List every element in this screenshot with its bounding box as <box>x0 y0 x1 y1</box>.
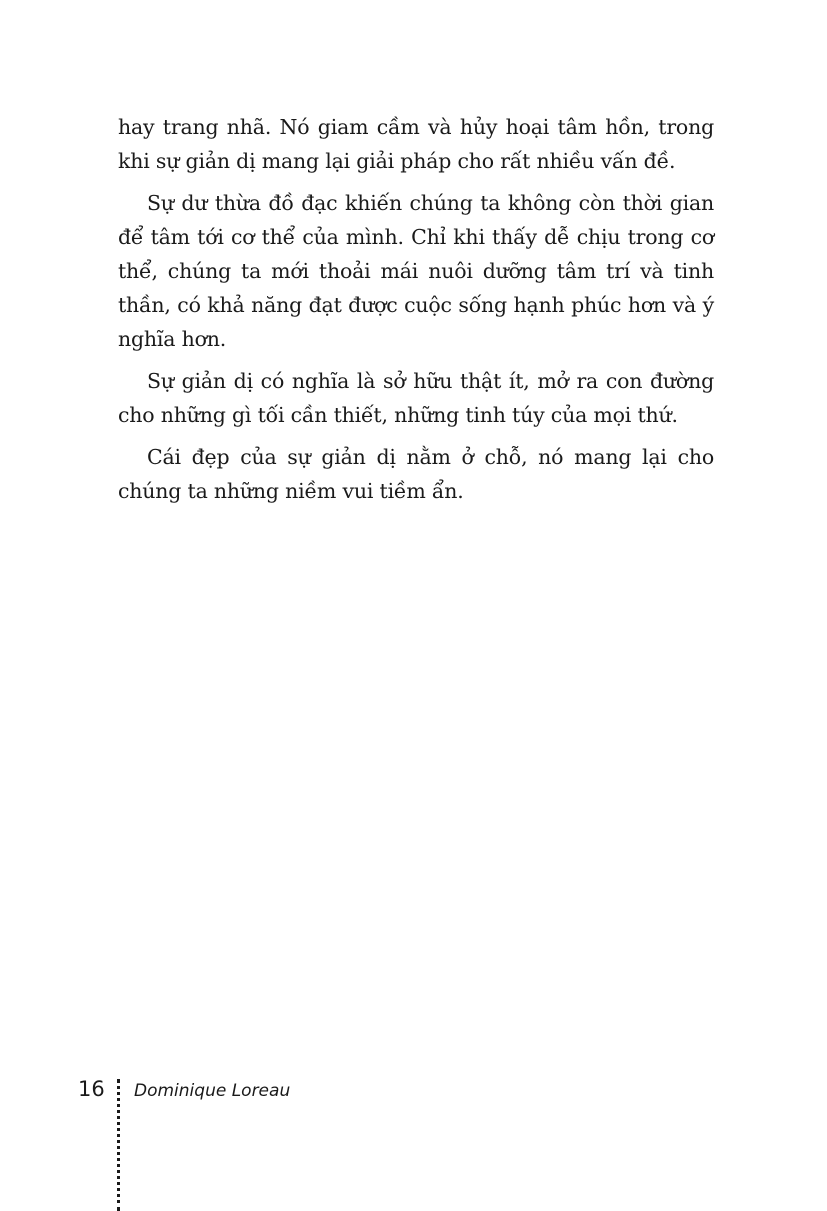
running-footer-author: Dominique Loreau <box>134 1081 291 1101</box>
page-number: 16 <box>78 1077 105 1101</box>
paragraph: Sự dư thừa đồ đạc khiến chúng ta không còn thời gian để tâm tới cơ thể của mình. Chỉ khi thấy dễ chịu trong cơ thể, chúng ta mới thoải mái nuôi dưỡng tâm trí và tinh thần, có khả năng đạt được cuộc sống hạnh phúc hơn và ý nghĩa hơn. <box>118 191 714 351</box>
footer-dotted-rule <box>117 1079 120 1211</box>
body-text <box>118 110 714 516</box>
paragraph: Sự giản dị có nghĩa là sở hữu thật ít, mở ra con đường cho những gì tối cần thiết, những tinh túy của mọi thứ. <box>118 369 714 427</box>
paragraph: Cái đẹp của sự giản dị nằm ở chỗ, nó mang lại cho chúng ta những niềm vui tiềm ẩn. <box>118 445 714 503</box>
paragraph: hay trang nhã. Nó giam cầm và hủy hoại tâm hồn, trong khi sự giản dị mang lại giải pháp cho rất nhiều vấn đề. <box>118 115 714 173</box>
